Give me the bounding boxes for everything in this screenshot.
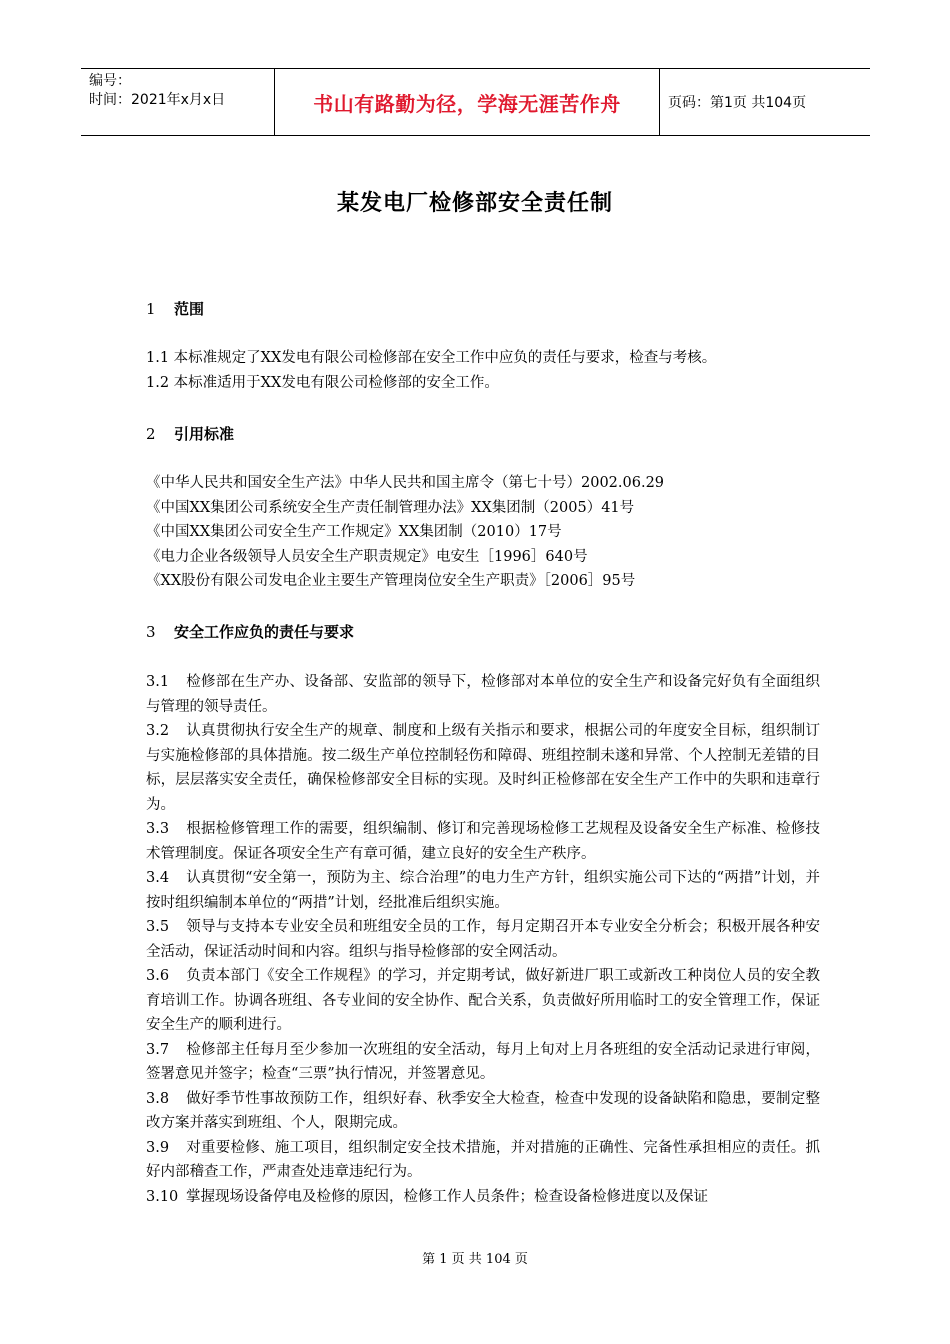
- paragraph: 3.8 做好季节性事故预防工作，组织好春、秋季安全大检查，检查中发现的设备缺陷和隐患，要制定整改方案并落实到班组、个人，限期完成。: [146, 1090, 820, 1131]
- section-1: [146, 297, 820, 321]
- paragraph: 3.9 对重要检修、施工项目，组织制定安全技术措施，并对措施的正确性、完备性承担相应的责任。抓好内部稽查工作，严肃查处违章违纪行为。: [146, 1139, 820, 1180]
- reference-item: 《中国XX集团公司系统安全生产责任制管理办法》XX集团制（2005）41号: [146, 499, 635, 516]
- slogan: 书山有路勤为径，学海无涯苦作舟: [313, 91, 621, 116]
- paragraph: 3.3 根据检修管理工作的需要，组织编制、修订和完善现场检修工艺规程及设备安全生产标准、检修技术管理制度。保证各项安全生产有章可循，建立良好的安全生产秩序。: [146, 821, 820, 862]
- paragraph: 3.6 负责本部门《安全工作规程》的学习，并定期考试，做好新进厂职工或新改工种岗位人员的安全教育培训工作。协调各班组、各专业间的安全协作、配合关系，负责做好所用临时工的安全管理工作，保证安全生产的顺利进行。: [146, 968, 820, 1033]
- paragraph: 3.5 领导与支持本专业安全员和班组安全员的工作，每月定期召开本专业安全分析会；积极开展各种安全活动，保证活动时间和内容。组织与指导检修部的安全网活动。: [146, 919, 820, 960]
- reference-item: 《XX股份有限公司发电企业主要生产管理岗位安全生产职责》［2006］95号: [146, 573, 636, 589]
- header-table: [81, 68, 870, 136]
- section-1-heading: 1 范围: [146, 300, 205, 318]
- page-label: 页码：第1页 共104页: [668, 95, 807, 111]
- section-3-paragraphs: [146, 670, 820, 1209]
- page-footer: 第 1 页 共 104 页: [422, 1252, 528, 1267]
- paragraph: 3.4 认真贯彻“安全第一，预防为主、综合治理”的电力生产方针，组织实施公司下达的“两措”计划，并按时组织编制本单位的“两措”计划，经批准后组织实施。: [146, 870, 820, 911]
- section-3: [146, 620, 820, 644]
- number-label: 编号：: [89, 73, 131, 89]
- reference-item: 《电力企业各级领导人员安全生产职责规定》电安生［1996］640号: [146, 548, 588, 565]
- section-1-items: [146, 346, 820, 395]
- reference-item: 《中华人民共和国安全生产法》中华人民共和国主席令（第七十号）2002.06.29: [146, 475, 665, 491]
- reference-item: 《中国XX集团公司安全生产工作规定》XX集团制（2010）17号: [146, 524, 562, 540]
- header-slogan-cell: [275, 69, 660, 135]
- section-2: [146, 422, 820, 446]
- paragraph: 3.2 认真贯彻执行安全生产的规章、制度和上级有关指示和要求，根据公司的年度安全目标，组织制订与实施检修部的具体措施。按二级生产单位控制轻伤和障碍、班组控制未遂和异常、个人控制无差错的目标，层层落实安全责任，确保检修部安全目标的实现。及时纠正检修部在安全生产工作中的失职和违章行为。: [146, 723, 820, 813]
- time-label: 时间：2021年x月x日: [89, 92, 226, 108]
- paragraph: 3.10 掌握现场设备停电及检修的原因，检修工作人员条件；检查设备检修进度以及保证: [146, 1188, 708, 1205]
- section-2-heading: 2 引用标准: [146, 425, 235, 443]
- header-left-cell: [81, 69, 275, 135]
- section-3-heading: 3 安全工作应负的责任与要求: [146, 623, 355, 641]
- list-item: 1.2 本标准适用于XX发电有限公司检修部的安全工作。: [146, 374, 499, 391]
- header-page-cell: [660, 69, 870, 135]
- reference-list: [146, 471, 820, 594]
- list-item: 1.1 本标准规定了XX发电有限公司检修部在安全工作中应负的责任与要求，检查与考核。: [146, 350, 717, 366]
- paragraph: 3.7 检修部主任每月至少参加一次班组的安全活动，每月上旬对上月各班组的安全活动记录进行审阅，签署意见并签字；检查“三票”执行情况，并签署意见。: [146, 1041, 820, 1082]
- paragraph: 3.1 检修部在生产办、设备部、安监部的领导下，检修部对本单位的安全生产和设备完好负有全面组织与管理的领导责任。: [146, 674, 820, 715]
- document-title: 某发电厂检修部安全责任制: [336, 191, 613, 216]
